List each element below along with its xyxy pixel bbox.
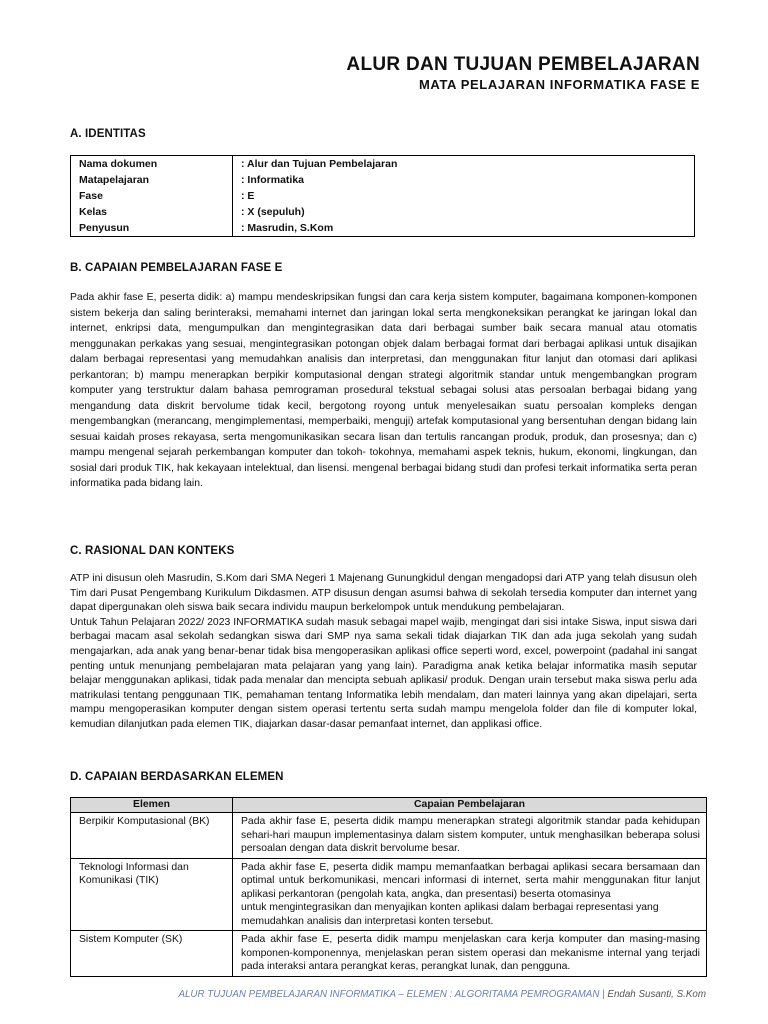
rasional-paragraph-1: ATP ini disusun oleh Masrudin, S.Kom dari SMA Negeri 1 Majenang Gunungkidul dengan mengadopsi dari ATP yang telah disusun oleh Tim dari Pusat Pengembang Kurikulum Dikdasmen. ATP disusun dengan asumsi bahwa di sekolah tersedia komputer dan internet yang dapat dipergunakan oleh siswa baik secara individu maupun berkelompok untuk mendukung pembelajaran. <box>70 573 697 614</box>
identity-value: : Masrudin, S.Kom <box>241 222 334 234</box>
section-c-heading: C. RASIONAL DAN KONTEKS <box>70 545 235 557</box>
identity-label: Kelas <box>71 204 233 220</box>
table-row <box>71 931 707 977</box>
footer-author: Endah Susanti, S.Kom <box>607 989 706 1000</box>
table-row <box>71 858 707 931</box>
capaian-text: Pada akhir fase E, peserta didik mampu memanfaatkan berbagai aplikasi secara bersamaan dan optimal untuk berkomunikasi, mencari informasi di internet, serta mahir menggunakan fitur lanjut aplikasi perkantoran (pengolah kata, angka, dan presentasi) beserta otomasinya <box>241 861 700 900</box>
document-subtitle: MATA PELAJARAN INFORMATIKA FASE E <box>419 77 700 92</box>
identity-label: Matapelajaran <box>71 172 233 188</box>
identity-table <box>70 155 695 237</box>
section-b-paragraph <box>70 290 697 492</box>
footer-title: ALUR TUJUAN PEMBELAJARAN INFORMATIKA – ELEMEN : ALGORITAMA PEMROGRAMAN | <box>178 989 608 1000</box>
section-c-paragraph <box>70 572 697 733</box>
table-header-row <box>71 798 707 813</box>
identity-row <box>71 172 695 188</box>
identity-value: : Alur dan Tujuan Pembelajaran <box>241 158 398 170</box>
identity-row <box>71 188 695 204</box>
capaian-cell <box>233 931 707 977</box>
identity-value: : Informatika <box>241 174 305 186</box>
capaian-text: Pada akhir fase E, peserta didik mampu menerapkan strategi algoritmik standar pada kehidupan sehari-hari maupun implementasinya dalam sistem komputer, untuk menghasilkan beberapa solusi persoalan dengan data diskrit bervolume besar. <box>241 816 700 854</box>
elemen-cell: Berpikir Komputasional (BK) <box>71 813 233 859</box>
identity-row <box>71 220 695 237</box>
capaian-text: untuk mengintegrasikan dan menyajikan konten aplikasi dalam berbagai representasi yang memudahkan analisis dan interpretasi konten tersebut. <box>241 902 659 927</box>
rasional-paragraph-2: Untuk Tahun Pelajaran 2022/ 2023 INFORMATIKA sudah masuk sebagai mapel wajib, mengingat dari sisi intake Siswa, input siswa dari berbagai macam asal sekolah sedangkan siswa dari SMP nya sama sekali tidak diajarkan TIK dan ada juga sekolah yang sudah mengajarkan, ada anak yang benar-benar tidak bisa mengoperasikan aplikasi office seperti word, excel, powerpoint (padahal ini sangat penting untuk menunjang pembelajaran mata pelajaran yang yang lain). Paradigma anak ketika belajar informatika masih seputar belajar menggunakan aplikasi, tidak pada menalar dan mencipta sebuah aplikasi/ produk. Dengan urain tersebut maka siswa perlu ada matrikulasi tentang penggunaan TIK, pemahaman tentang Informatika lebih mendalam, dan materi lainnya yang akan dipelajari, serta mampu mengoperasikan komputer dengan sistem operasi tertentu serta sudah mampu mengelola folder dan file di komputer lokal, kemudian dilanjutkan pada elemen TIK, diajarkan dasar-dasar pemanfaat internet, dan applikasi office. <box>70 616 697 730</box>
identity-label: Fase <box>71 188 233 204</box>
identity-label: Penyusun <box>71 220 233 237</box>
identity-value: : E <box>241 190 255 202</box>
elements-table <box>70 797 707 977</box>
column-header-elemen: Elemen <box>71 798 233 813</box>
elemen-cell: Teknologi Informasi dan Komunikasi (TIK) <box>71 858 233 931</box>
capaian-cell <box>233 813 707 859</box>
page-footer <box>0 989 706 1000</box>
identity-value: : X (sepuluh) <box>241 206 305 218</box>
column-header-capaian: Capaian Pembelajaran <box>233 798 707 813</box>
section-d-heading: D. CAPAIAN BERDASARKAN ELEMEN <box>70 771 284 783</box>
identity-label: Nama dokumen <box>71 156 233 173</box>
document-title: ALUR DAN TUJUAN PEMBELAJARAN <box>346 54 700 75</box>
capaian-text: Pada akhir fase E, peserta didik: a) mampu mendeskripsikan fungsi dan cara kerja sistem komputer, bagaimana komponen-komponen sistem bekerja dan saling berinteraksi, memahami internet dan jaringan lokal serta mengkoneksikan perangkat ke jaringan lokal dan internet, enkripsi data, mengumpulkan dan mengintegrasikan data dari berbagai sumber baik secara manual atau otomatis menggunakan perkakas yang sesuai, mengintegrasikan potongan objek dalam berbagai format dari berbagai aplikasi untuk disajikan dalam berbagai representasi yang memudahkan analisis dan interpretasi, dan menggunakan fitur lanjut dan otomasi dari aplikasi perkantoran; b) mampu menerapkan berpikir komputasional dengan strategi algoritmik standar untuk mengembangkan program komputer yang terstruktur dalam bahasa pemrograman prosedural tekstual sebagai solusi atas persoalan berbagai bidang yang mengandung data diskrit bervolume tidak kecil, bergotong royong untuk menyelesaikan suatu persoalan kompleks dengan mengembangkan (merancang, mengimplementasi, memperbaiki, menguji) artefak komputasional yang bersentuhan dengan bidang lain sesuai kaidah proses rekayasa, serta mengomunikasikan secara lisan dan tertulis rancangan produk, produk, dan prosesnya; dan c) mampu mengenal sejarah perkembangan komputer dan tokoh- tokohnya, memahami aspek teknis, hukum, ekonomi, lingkungan, dan sosial dari produk TIK, hak kekayaan intelektual, dan lisensi. mengenal berbagai bidang studi dan profesi terkait informatika serta peran informatika pada bidang lain. <box>70 292 697 489</box>
identity-row <box>71 156 695 173</box>
identity-row <box>71 204 695 220</box>
table-row <box>71 813 707 859</box>
section-a-heading: A. IDENTITAS <box>70 128 146 140</box>
capaian-text: Pada akhir fase E, peserta didik mampu menjelaskan cara kerja komputer dan masing-masing komponen-komponennya, menjelaskan peran sistem operasi dan mekanisme internal yang terjadi pada interaksi antara perangkat keras, perangkat lunak, dan pengguna. <box>241 934 700 972</box>
capaian-cell <box>233 858 707 931</box>
section-b-heading: B. CAPAIAN PEMBELAJARAN FASE E <box>70 262 283 274</box>
elemen-cell: Sistem Komputer (SK) <box>71 931 233 977</box>
